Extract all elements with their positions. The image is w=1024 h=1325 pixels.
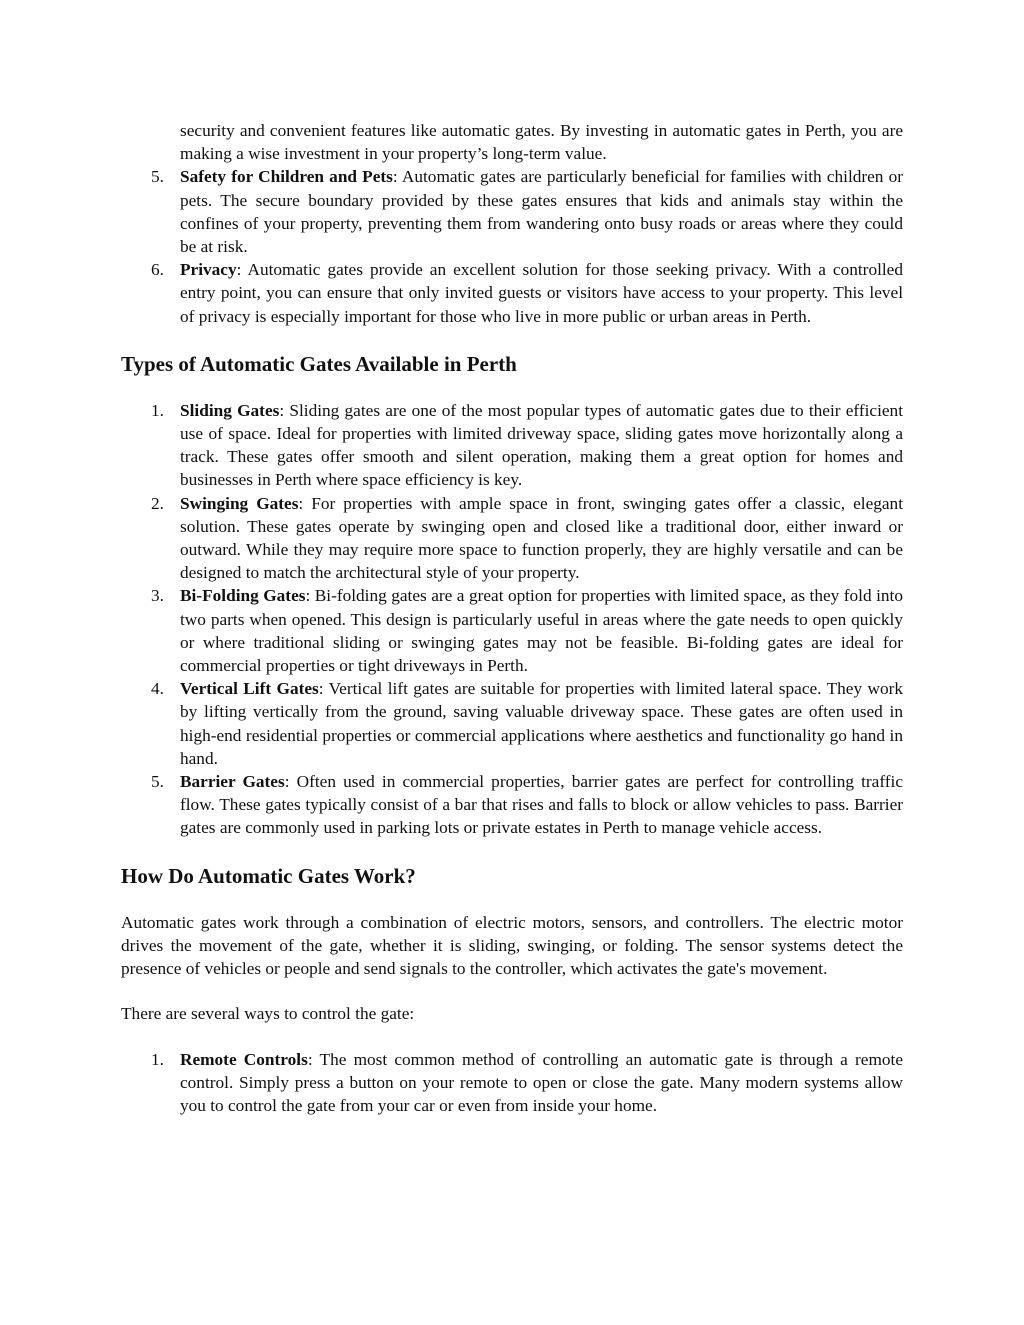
list-number: 5. xyxy=(151,167,164,187)
list-text: : Bi-folding gates are a great option for properties with limited space, as they fold into two parts when opened. This design is particularly useful in areas where the gate needs to open quickly or where traditional sliding or swinging gates may not be feasible. Bi-folding gates are ideal for commercial properties or tight driveways in Perth. xyxy=(180,586,903,676)
list-number: 6. xyxy=(151,260,164,280)
list-item xyxy=(121,677,903,770)
list-number: 2. xyxy=(151,493,164,513)
list-term: Swinging Gates xyxy=(180,493,299,513)
document-page xyxy=(121,119,903,1117)
types-heading: Types of Automatic Gates Available in Perth xyxy=(121,351,517,376)
list-number: 1. xyxy=(151,400,164,420)
list-item xyxy=(121,399,903,492)
list-number: 1. xyxy=(151,1049,164,1069)
benefits-list xyxy=(121,165,903,327)
list-text: : Often used in commercial properties, barrier gates are perfect for controlling traffic flow. These gates typically consist of a bar that rises and falls to block or allow vehicles to pass. Barrier gates are commonly used in parking lots or private estates in Perth to manage vehicle access. xyxy=(180,772,903,838)
list-item xyxy=(121,770,903,840)
list-term: Privacy xyxy=(180,260,237,280)
list-item xyxy=(121,1048,903,1118)
list-item xyxy=(121,492,903,585)
list-text: : The most common method of controlling an automatic gate is through a remote control. Simply press a button on your remote to open or close the gate. Many modern systems allow you to control the gate from your car or even from inside your home. xyxy=(180,1049,903,1115)
list-term: Safety for Children and Pets xyxy=(180,167,393,187)
list-number: 4. xyxy=(151,679,164,699)
list-item xyxy=(121,258,903,328)
list-term: Barrier Gates xyxy=(180,772,285,792)
list-text: : Sliding gates are one of the most popular types of automatic gates due to their efficient use of space. Ideal for properties with limited driveway space, sliding gates move horizontally along a track. These gates offer smooth and silent operation, making them a great option for homes and businesses in Perth where space efficiency is key. xyxy=(180,400,903,490)
list-text: : For properties with ample space in front, swinging gates offer a classic, elegant solution. These gates operate by swinging open and closed like a traditional door, either inward or outward. While they may require more space to function properly, they are highly versatile and can be designed to match the architectural style of your property. xyxy=(180,493,903,583)
list-term: Remote Controls xyxy=(180,1049,308,1069)
list-item xyxy=(121,165,903,258)
list-number: 5. xyxy=(151,772,164,792)
list-text: : Automatic gates provide an excellent solution for those seeking privacy. With a controlled entry point, you can ensure that only invited guests or visitors have access to your property. This level of privacy is especially important for those who live in more public or urban areas in Perth. xyxy=(180,260,903,326)
how-heading: How Do Automatic Gates Work? xyxy=(121,863,416,888)
control-intro: There are several ways to control the gate: xyxy=(121,1004,415,1024)
how-paragraph: Automatic gates work through a combination of electric motors, sensors, and controllers. The electric motor drives the movement of the gate, whether it is sliding, swinging, or folding. The sensor systems detect the presence of vehicles or people and send signals to the controller, which activates the gate's movement. xyxy=(121,912,903,979)
list-text: : Vertical lift gates are suitable for properties with limited lateral space. They work by lifting vertically from the ground, saving valuable driveway space. These gates are often used in high-end residential properties or commercial applications where aesthetics and functionality go hand in hand. xyxy=(180,679,903,768)
list-text: : Automatic gates are particularly beneficial for families with children or pets. The secure boundary provided by these gates ensures that kids and animals stay within the confines of your property, preventing them from wandering onto busy roads or areas where they could be at risk. xyxy=(180,167,903,257)
continued-list-text: security and convenient features like automatic gates. By investing in automatic gates in Perth, you are making a wise investment in your property’s long-term value. xyxy=(180,121,903,164)
list-term: Bi-Folding Gates xyxy=(180,586,306,606)
list-item xyxy=(121,584,903,677)
gate-types-list xyxy=(121,399,903,840)
list-term: Vertical Lift Gates xyxy=(180,679,319,699)
control-methods-list xyxy=(121,1048,903,1118)
list-term: Sliding Gates xyxy=(180,400,280,420)
list-number: 3. xyxy=(151,586,164,606)
